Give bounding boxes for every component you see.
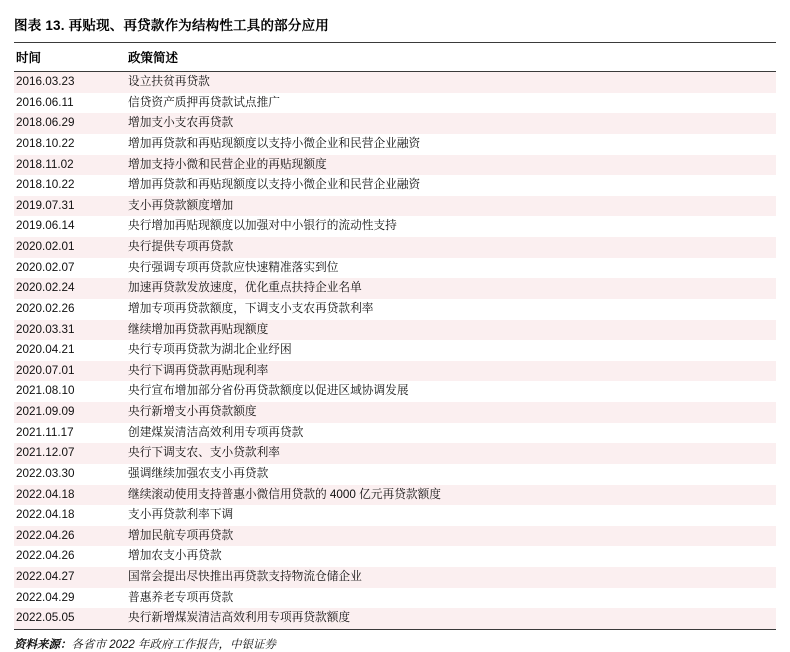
cell-description: 加速再贷款发放速度，优化重点扶持企业名单	[128, 281, 362, 295]
cell-description: 增加专项再贷款额度，下调支小支农再贷款利率	[128, 301, 374, 315]
cell-description: 继续滚动使用支持普惠小微信用贷款的 4000 亿元再贷款额度	[128, 487, 441, 501]
cell-time: 2019.07.31	[16, 198, 75, 212]
table-row	[14, 320, 776, 341]
cell-time: 2018.10.22	[16, 136, 75, 150]
cell-time: 2022.04.26	[16, 528, 75, 542]
cell-description: 普惠养老专项再贷款	[128, 590, 234, 604]
source-note	[14, 630, 776, 652]
table-row	[14, 175, 776, 196]
cell-time: 2020.02.24	[16, 281, 75, 295]
table-row	[14, 216, 776, 237]
cell-description: 央行宣布增加部分省份再贷款额度以促进区域协调发展	[128, 384, 409, 398]
cell-description: 增加农支小再贷款	[128, 549, 222, 563]
table-row	[14, 485, 776, 506]
cell-description: 央行下调支农、支小贷款利率	[128, 446, 280, 460]
table-row	[14, 402, 776, 423]
column-header-time: 时间	[14, 43, 118, 72]
cell-time: 2016.03.23	[16, 75, 75, 88]
cell-time: 2022.03.30	[16, 466, 75, 480]
cell-description: 国常会提出尽快推出再贷款支持物流仓储企业	[128, 570, 362, 583]
cell-time: 2021.11.17	[16, 425, 74, 439]
cell-description: 央行下调再贷款再贴现利率	[128, 363, 269, 377]
cell-description: 增加再贷款和再贴现额度以支持小微企业和民营企业融资	[128, 178, 421, 192]
cell-description: 信贷资产质押再贷款试点推广	[128, 95, 280, 109]
table-header-row	[14, 43, 776, 72]
cell-description: 继续增加再贷款再贴现额度	[128, 322, 269, 336]
source-label: 资料来源：	[14, 638, 72, 651]
table-row	[14, 237, 776, 258]
cell-description: 央行强调专项再贷款应快速精准落实到位	[128, 260, 339, 274]
source-value: 各省市 2022 年政府工作报告，中银证券	[71, 638, 276, 651]
cell-time: 2021.08.10	[16, 384, 75, 398]
cell-time: 2020.02.07	[16, 260, 75, 274]
cell-time: 2020.07.01	[16, 363, 75, 377]
cell-description: 央行专项再贷款为湖北企业纾困	[128, 343, 292, 357]
cell-time: 2022.05.05	[16, 611, 75, 625]
cell-description: 设立扶贫再贷款	[128, 75, 210, 88]
cell-description: 增加支小支农再贷款	[128, 116, 234, 130]
cell-time: 2022.04.18	[16, 487, 75, 501]
table-row	[14, 258, 776, 279]
cell-time: 2018.06.29	[16, 116, 75, 130]
table-row	[14, 608, 776, 629]
table-row	[14, 423, 776, 444]
cell-time: 2020.03.31	[16, 322, 75, 336]
table-row	[14, 299, 776, 320]
cell-description: 央行新增煤炭清洁高效利用专项再贷款额度	[128, 611, 351, 625]
table-row	[14, 196, 776, 217]
table-body	[14, 72, 776, 629]
cell-time: 2022.04.29	[16, 590, 75, 604]
cell-time: 2020.02.26	[16, 301, 75, 315]
table-row	[14, 93, 776, 114]
table-row	[14, 72, 776, 93]
cell-time: 2022.04.18	[16, 508, 75, 522]
cell-time: 2021.09.09	[16, 405, 75, 418]
table-row	[14, 464, 776, 485]
cell-time: 2020.02.01	[16, 240, 75, 253]
cell-time: 2022.04.26	[16, 549, 75, 563]
page-title: 图表 13. 再贴现、再贷款作为结构性工具的部分应用	[14, 18, 329, 33]
cell-time: 2016.06.11	[16, 95, 74, 109]
table-row	[14, 340, 776, 361]
cell-description: 央行新增支小再贷款额度	[128, 405, 257, 418]
cell-description: 央行提供专项再贷款	[128, 240, 234, 253]
table-row	[14, 443, 776, 464]
table-row	[14, 361, 776, 382]
table-row	[14, 381, 776, 402]
cell-time: 2022.04.27	[16, 570, 75, 583]
table-header	[14, 43, 776, 72]
cell-description: 增加再贷款和再贴现额度以支持小微企业和民营企业融资	[128, 136, 421, 150]
table-row	[14, 134, 776, 155]
table-row	[14, 155, 776, 176]
policy-table	[14, 42, 776, 629]
cell-description: 创建煤炭清洁高效利用专项再贷款	[128, 425, 304, 439]
table-row	[14, 278, 776, 299]
cell-description: 增加支持小微和民营企业的再贴现额度	[128, 157, 327, 171]
cell-time: 2020.04.21	[16, 343, 75, 357]
table-row	[14, 567, 776, 588]
cell-time: 2019.06.14	[16, 219, 75, 233]
table-row	[14, 526, 776, 547]
table-row	[14, 546, 776, 567]
cell-time: 2018.10.22	[16, 178, 75, 192]
cell-description: 支小再贷款额度增加	[128, 198, 234, 212]
table-row	[14, 113, 776, 134]
figure-title-bar	[14, 10, 776, 42]
table-row	[14, 588, 776, 609]
table-row	[14, 505, 776, 526]
cell-time: 2018.11.02	[16, 157, 74, 171]
cell-description: 支小再贷款利率下调	[128, 508, 234, 522]
column-header-description: 政策简述	[118, 43, 776, 72]
cell-description: 央行增加再贴现额度以加强对中小银行的流动性支持	[128, 219, 397, 233]
cell-description: 增加民航专项再贷款	[128, 528, 234, 542]
cell-time: 2021.12.07	[16, 446, 75, 460]
cell-description: 强调继续加强农支小再贷款	[128, 466, 269, 480]
